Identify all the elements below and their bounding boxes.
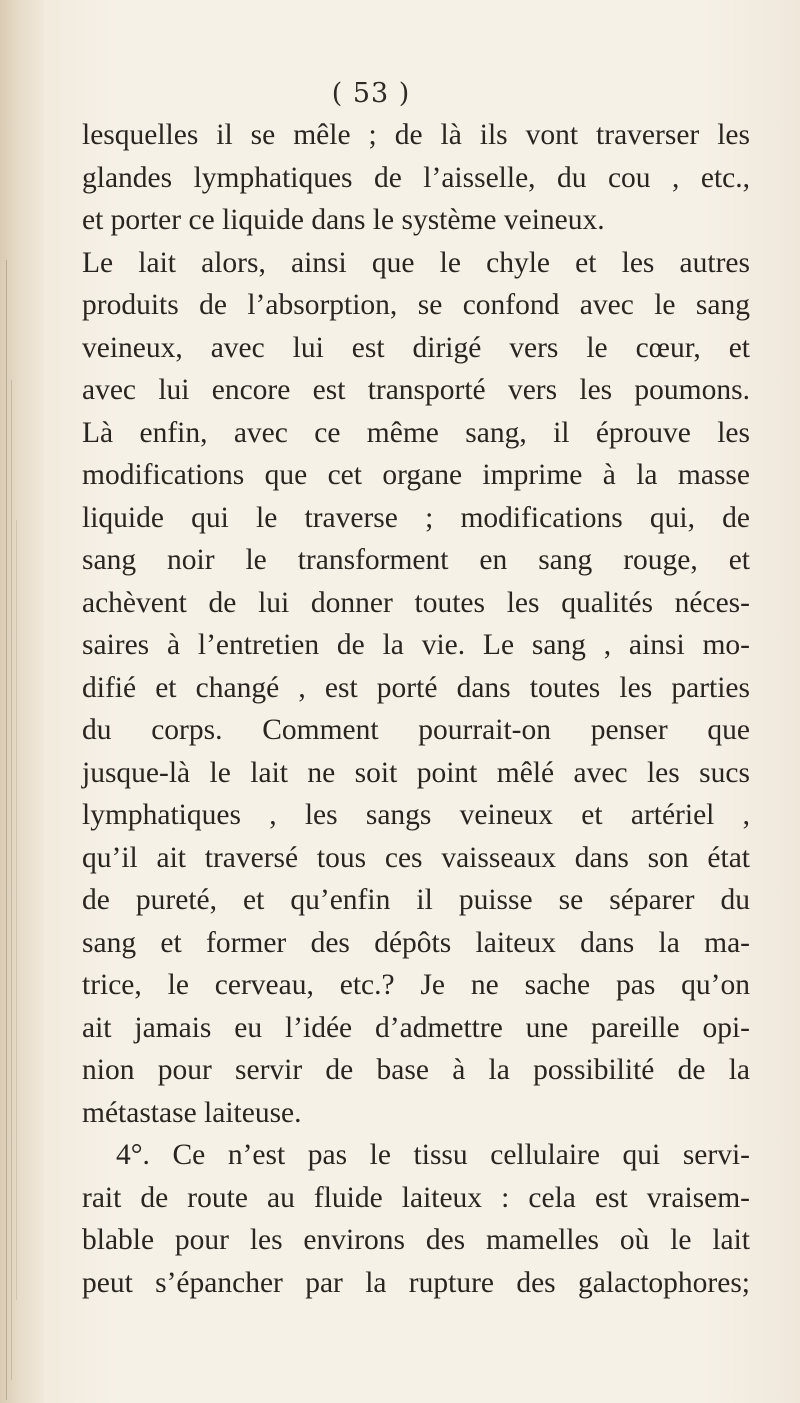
text-line: produits de l’absorption, se confond avec le sang — [82, 289, 750, 321]
gutter-shadow-line — [6, 260, 7, 1400]
text-line: blable pour les environs des mamelles où le lait — [82, 1224, 750, 1256]
text-line: saires à l’entretien de la vie. Le sang , ainsi mo- — [82, 629, 750, 661]
text-line: métastase laiteuse. — [82, 1096, 302, 1129]
gutter-shadow-line — [16, 520, 17, 1300]
text-line: de pureté, et qu’enfin il puisse se séparer du — [82, 884, 750, 916]
text-line: Là enfin, avec ce même sang, il éprouve les — [82, 416, 750, 449]
gutter-shadow-line — [11, 380, 12, 1380]
text-line: liquide qui le traverse ; modifications qui, de — [82, 501, 750, 534]
page-gutter — [0, 0, 44, 1403]
text-line: nion pour servir de base à la possibilité de la — [82, 1054, 750, 1086]
text-line: lymphatiques , les sangs veineux et artériel , — [82, 799, 750, 831]
text-line: et porter ce liquide dans le système veineux. — [82, 204, 605, 236]
text-line: avec lui encore est transporté vers les poumons. — [82, 374, 750, 406]
text-line: modifications que cet organe imprime à la masse — [82, 459, 750, 491]
text-line: difié et changé , est porté dans toutes les parties — [82, 671, 750, 704]
text-line: sang et former des dépôts laiteux dans la ma- — [82, 926, 750, 959]
text-line: Le lait alors, ainsi que le chyle et les autres — [82, 246, 750, 279]
text-line: ait jamais eu l’idée d’admettre une pareille opi- — [82, 1011, 750, 1044]
text-line: jusque-là le lait ne soit point mêlé avec les sucs — [82, 756, 750, 789]
text-line: qu’il ait traversé tous ces vaisseaux dans son état — [82, 841, 750, 874]
body-text — [82, 114, 750, 1304]
text-line: lesquelles il se mêle ; de là ils vont traverser les — [82, 119, 750, 151]
text-line: glandes lymphatiques de l’aisselle, du cou , etc., — [82, 161, 750, 194]
text-line: achèvent de lui donner toutes les qualités néces- — [82, 586, 750, 619]
text-line: veineux, avec lui est dirigé vers le cœur, et — [82, 331, 750, 364]
text-line: rait de route au fluide laiteux : cela est vraisem- — [82, 1181, 750, 1214]
text-line: 4°. Ce n’est pas le tissu cellulaire qui servi- — [116, 1139, 750, 1171]
text-line: sang noir le transforment en sang rouge, et — [82, 544, 750, 576]
text-line: peut s’épancher par la rupture des galactophores; — [82, 1266, 750, 1299]
text-line: trice, le cerveau, etc.? Je ne sache pas qu’on — [82, 969, 750, 1001]
page-number: ( 53 ) — [331, 78, 411, 109]
text-line: du corps. Comment pourrait-on penser que — [82, 714, 750, 746]
